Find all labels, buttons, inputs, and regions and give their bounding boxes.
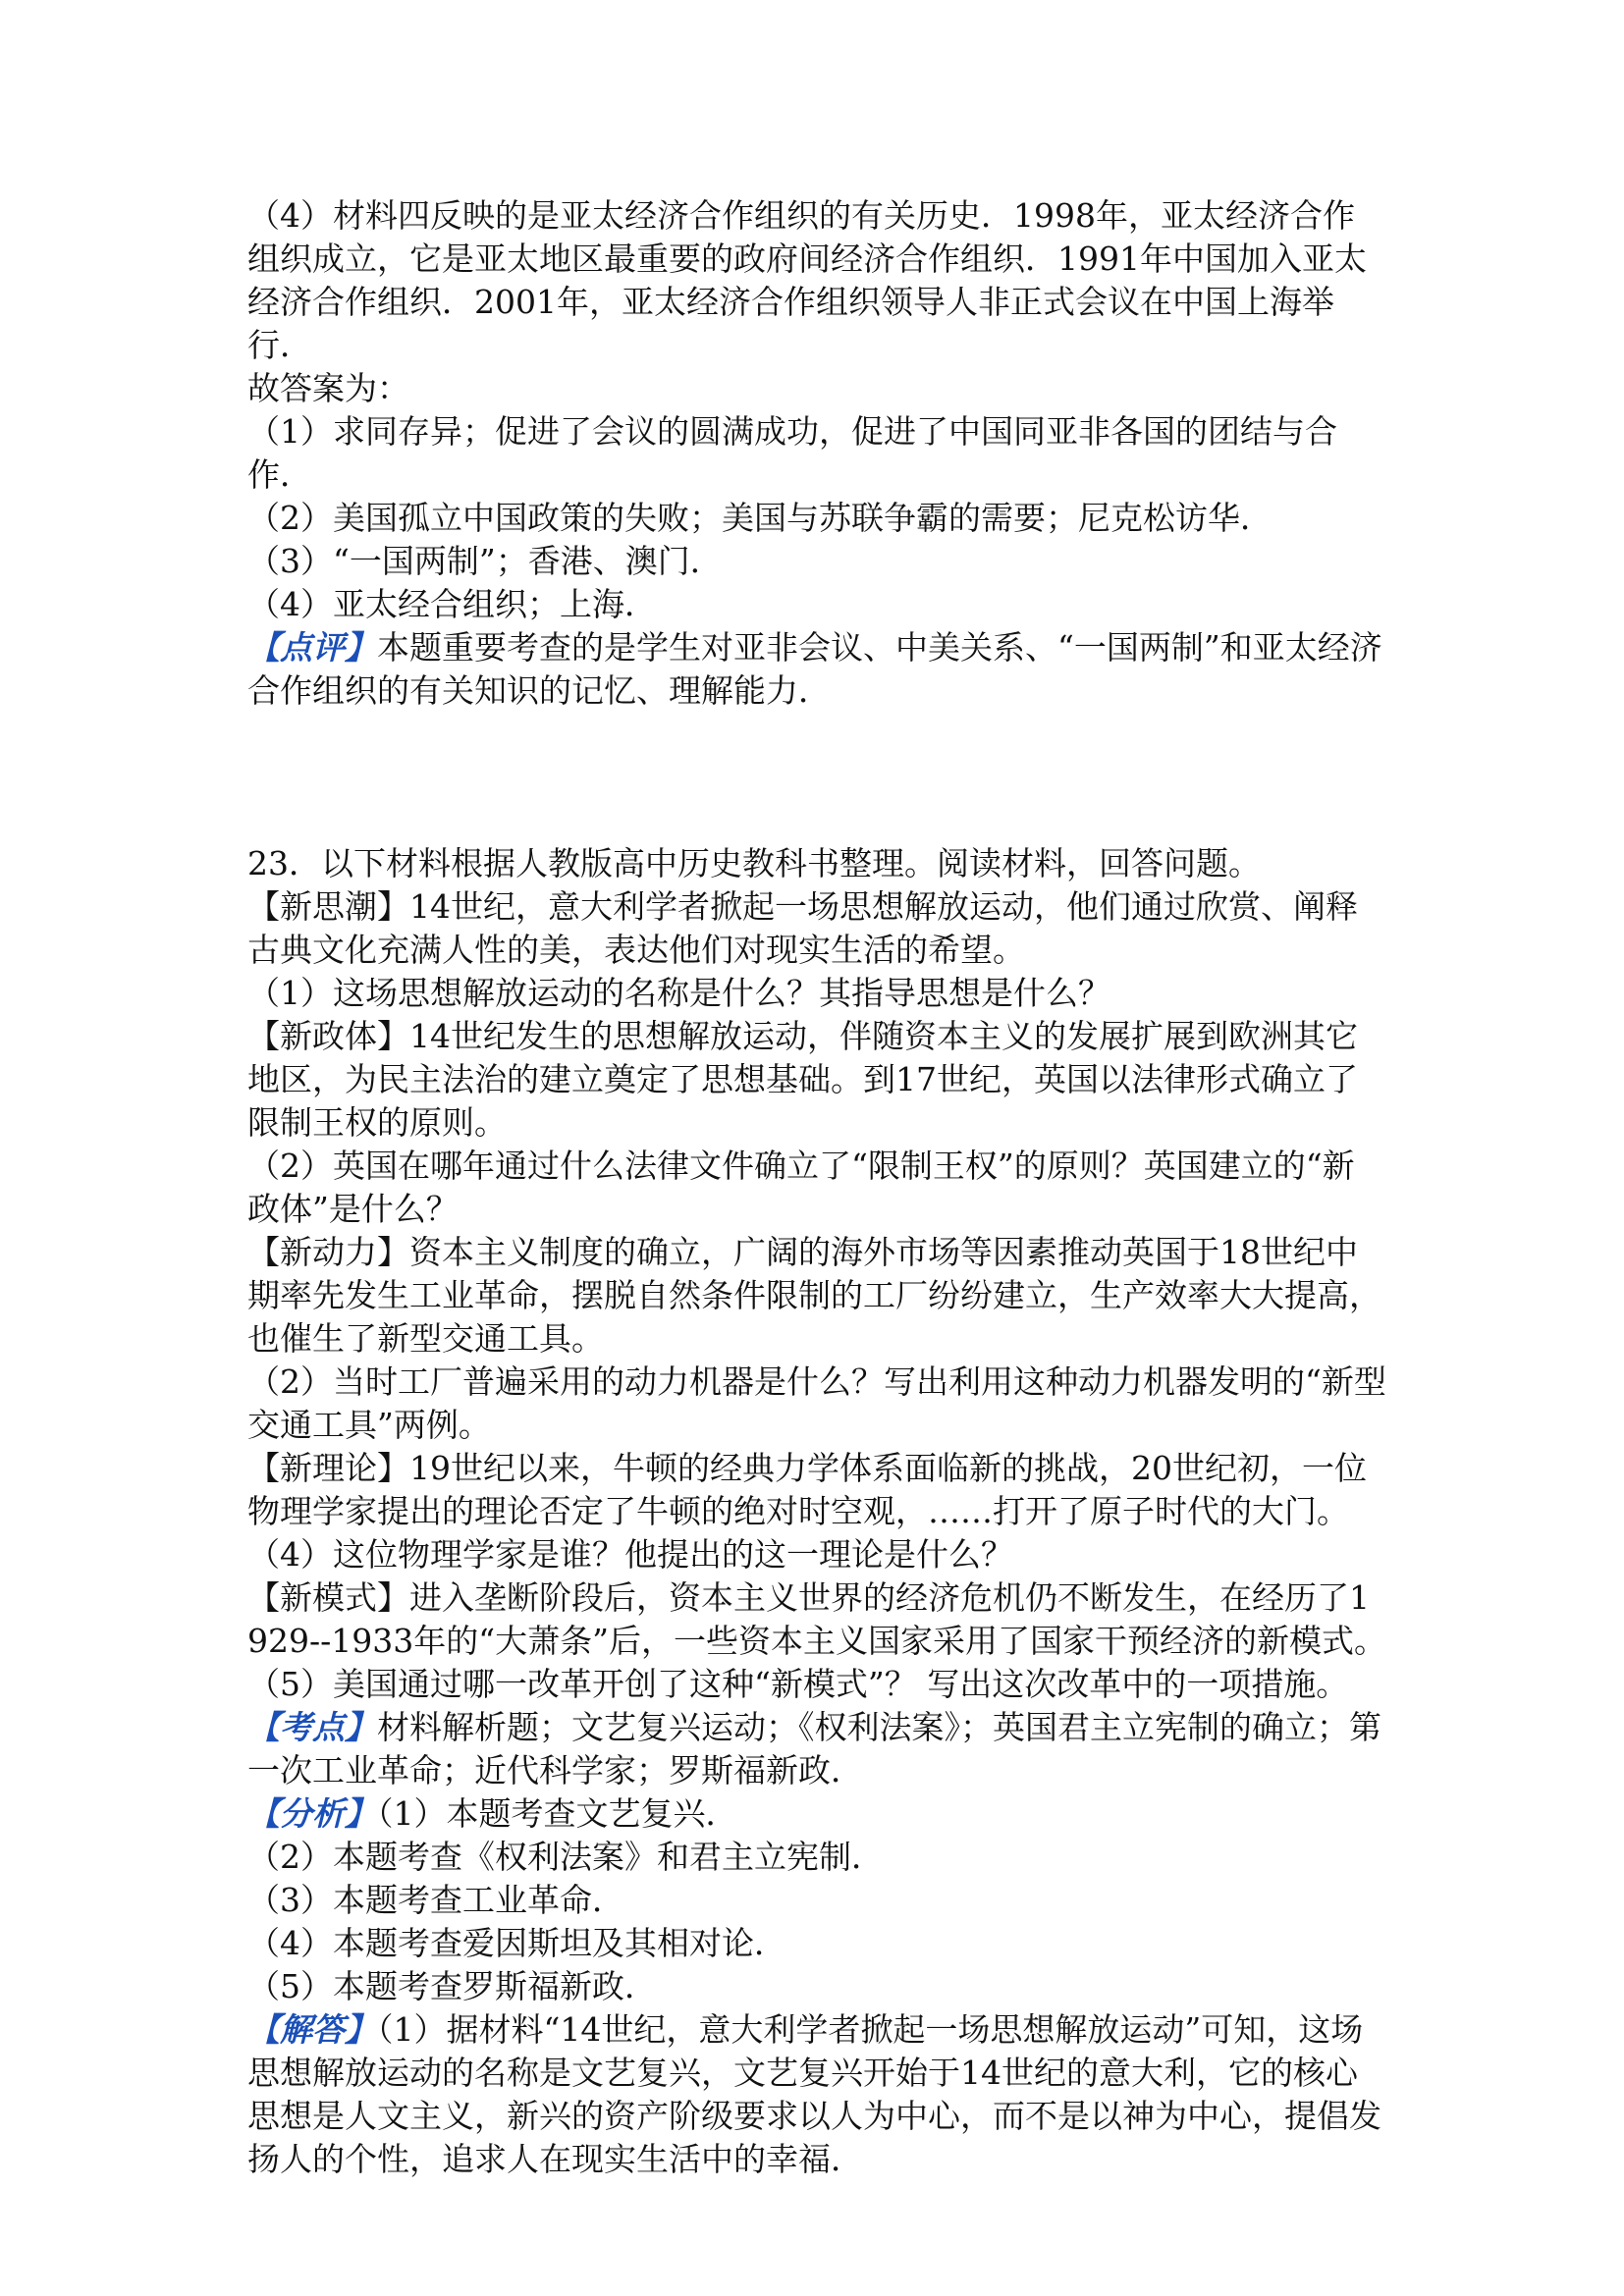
document-page <box>247 194 1386 2181</box>
question-line: （1）这场思想解放运动的名称是什么？其指导思想是什么？ <box>247 974 1110 1012</box>
comment-tag: 【点评】 <box>247 628 377 667</box>
material-new-model: 【新模式】进入垄断阶段后，资本主义世界的经济危机仍不断发生，在经历了1929--1933年的“大萧条”后，一些资本主义国家采用了国家干预经济的新模式。 <box>247 1578 1387 1660</box>
jieda-text: （1）据材料“14世纪，意大利学者掀起一场思想解放运动”可知，这场思想解放运动的名称是文艺复兴，文艺复兴开始于14世纪的意大利，它的核心思想是人文主义，新兴的资产阶级要求以人为中心，而不是以神为中心，提倡发扬人的个性，追求人在现实生活中的幸福． <box>247 2010 1381 2178</box>
kaodian-tag: 【考点】 <box>247 1708 377 1746</box>
kaodian-paragraph <box>247 1706 1386 1792</box>
fenxi-line: （5）本题考查罗斯福新政． <box>247 1967 657 2005</box>
jieda-paragraph <box>247 2008 1386 2181</box>
question-23-intro: 23．以下材料根据人教版高中历史教科书整理。阅读材料，回答问题。 <box>247 844 1261 882</box>
analysis-paragraph-4: （4）材料四反映的是亚太经济合作组织的有关历史．1998年，亚太经济合作组织成立，它是亚太地区最重要的政府间经济合作组织．1991年中国加入亚太经济合作组织．2001年，亚太经济合作组织领导人非正式会议在中国上海举行． <box>247 196 1367 364</box>
question-line: （2）当时工厂普遍采用的动力机器是什么？写出利用这种动力机器发明的“新型交通工具”两例。 <box>247 1362 1386 1444</box>
answer-line: （3）“一国两制”；香港、澳门． <box>247 542 723 580</box>
kaodian-text: 材料解析题；文艺复兴运动；《权利法案》；英国君主立宪制的确立；第一次工业革命；近代科学家；罗斯福新政． <box>247 1708 1381 1789</box>
question-line: （4）这位物理学家是谁？他提出的这一理论是什么？ <box>247 1535 1013 1574</box>
fenxi-text: （1）本题考查文艺复兴． <box>377 1794 738 1833</box>
section-gap <box>247 713 1386 842</box>
question-line: （5）美国通过哪一改革开创了这种“新模式”？ 写出这次改革中的一项措施。 <box>247 1665 1349 1703</box>
comment-paragraph <box>247 626 1386 713</box>
fenxi-line: （4）本题考查爱因斯坦及其相对论． <box>247 1924 786 1962</box>
answer-line: （1）求同存异；促进了会议的圆满成功，促进了中国同亚非各国的团结与合作． <box>247 412 1337 494</box>
material-new-power: 【新动力】资本主义制度的确立，广阔的海外市场等因素推动英国于18世纪中期率先发生工业革命，摆脱自然条件限制的工厂纷纷建立，生产效率大大提高，也催生了新型交通工具。 <box>247 1233 1381 1358</box>
answer-line: （2）美国孤立中国政策的失败；美国与苏联争霸的需要；尼克松访华． <box>247 499 1272 537</box>
fenxi-line: （2）本题考查《权利法案》和君主立宪制． <box>247 1838 884 1876</box>
material-new-theory: 【新理论】19世纪以来，牛顿的经典力学体系面临新的挑战，20世纪初，一位物理学家提出的理论否定了牛顿的绝对时空观，……打开了原子时代的大门。 <box>247 1449 1367 1530</box>
answer-line: （4）亚太经合组织；上海． <box>247 585 657 623</box>
fenxi-tag: 【分析】 <box>247 1794 377 1833</box>
material-new-polity: 【新政体】14世纪发生的思想解放运动，伴随资本主义的发展扩展到欧洲其它地区，为民主法治的建立奠定了思想基础。到17世纪，英国以法律形式确立了限制王权的原则。 <box>247 1017 1358 1142</box>
answer-intro: 故答案为： <box>247 369 409 407</box>
fenxi-paragraph <box>247 1792 1386 1836</box>
jieda-tag: 【解答】 <box>247 2010 377 2049</box>
question-line: （2）英国在哪年通过什么法律文件确立了“限制王权”的原则？英国建立的“新政体”是什么？ <box>247 1147 1355 1228</box>
material-new-thought: 【新思潮】14世纪，意大利学者掀起一场思想解放运动，他们通过欣赏、阐释古典文化充满人性的美，表达他们对现实生活的希望。 <box>247 887 1358 969</box>
comment-text: 本题重要考查的是学生对亚非会议、中美关系、“一国两制”和亚太经济合作组织的有关知识的记忆、理解能力． <box>247 628 1382 710</box>
fenxi-line: （3）本题考查工业革命． <box>247 1881 624 1919</box>
